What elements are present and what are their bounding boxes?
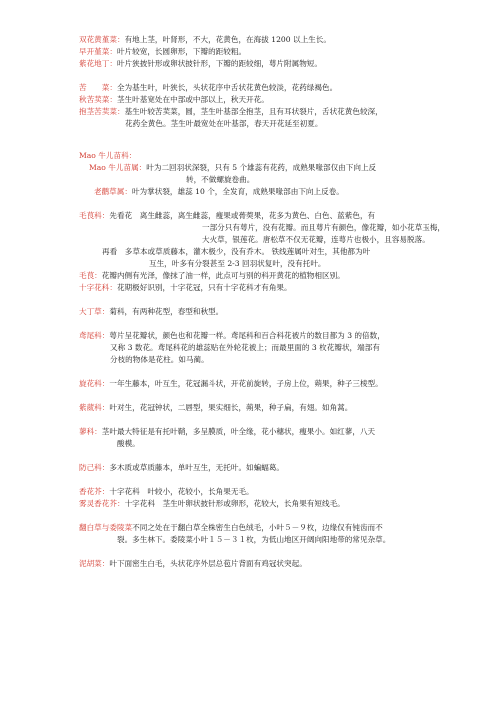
description-text: 再看 多草本或草质藤本，灌木极少，没有乔木。 铁线莲属叶对生，其他都为叶 — [102, 247, 371, 256]
term-label: 毛茛： — [79, 271, 102, 280]
text-line — [79, 270, 345, 282]
description-text: 多木质或草质藤本，单叶互生，无托叶。如蝙蝠葛。 — [109, 463, 285, 472]
term-label: 鸢尾科： — [79, 331, 110, 340]
text-line — [117, 438, 140, 450]
text-line — [79, 46, 246, 58]
text-line — [79, 462, 284, 474]
term-label: 香花芥： — [79, 487, 110, 496]
description-text: 菊科，有两种花型，春型和秋型。 — [109, 307, 224, 316]
term-label: 大丁草： — [79, 307, 110, 316]
description-text: 一部分只有萼片，没有花瓣。而且萼片有颜色，像花瓣，如小花草玉梅， — [202, 223, 445, 232]
term-label: 翻白草与委陵菜 — [79, 523, 133, 532]
term-label: 双花黄堇菜： — [79, 35, 125, 44]
description-text: 叶为二回羽状深裂，只有 5 个雄蕊有花药，成熟果喙部仅由下向上反 — [146, 163, 377, 172]
text-line — [79, 378, 383, 390]
term-label: Mao 牛儿苗属： — [89, 163, 147, 172]
description-text: 萼片呈花瓣状，颜色也和花瓣一样。鸢尾科和百合科花被片的数目都为 3 的倍数， — [109, 331, 385, 340]
text-line — [79, 210, 375, 222]
text-line — [117, 534, 390, 546]
description-text: 裂。多生林下。委陵菜小叶１５－３１枚，为低山地区开阔向阳地带的常见杂草。 — [117, 535, 391, 544]
description-text: 叶片较宽，长圆卵形，下瓣的距较粗。 — [116, 47, 247, 56]
term-label: 早开堇菜： — [79, 47, 117, 56]
text-line — [102, 246, 370, 258]
description-text: 叶下面密生白毛，头状花序外层总苞片背面有鸡冠状突起。 — [109, 559, 307, 568]
description-text: 有地上茎，叶肾形，不大，花黄色，在海拔 1200 以上生长。 — [124, 35, 331, 44]
term-label: 紫花地丁： — [79, 59, 117, 68]
text-line — [79, 558, 307, 570]
text-line — [79, 522, 383, 534]
description-text: 茎叶最大特征是有托叶鞘，多呈膜质，叶全缘，花小穗状，瘦果小。如红蓼，八天 — [101, 427, 376, 436]
description-text: 茎生叶基宽处在中部或中部以上，秋天开花。 — [116, 95, 269, 104]
term-label: 防己科： — [79, 463, 110, 472]
description-text: 又称 3 数花。鸢尾科花的雄蕊贴在外轮花被上；而最里面的 3 枚花瓣状，端部有 — [110, 343, 380, 352]
text-line — [79, 498, 345, 510]
description-text: 花瓣内侧有光泽，像抹了油一样，此点可与别的科开黄花的植物相区别。 — [101, 271, 345, 280]
description-text: 互生，叶多有分裂甚至 2-3 回羽状复叶，没有托叶。 — [149, 259, 326, 268]
text-line — [186, 174, 254, 186]
term-label: 旋花科： — [79, 379, 110, 388]
description-text: 花药全黄色。茎生叶最宽处在叶基部，春天开花延至初夏。 — [125, 119, 323, 128]
term-label: 泥胡菜： — [79, 559, 110, 568]
description-text: 先看花 离生雌蕊，离生雌蕊，瘦果或蓇葖果，花多为黄色、白色、蓝紫色，有 — [109, 211, 376, 220]
text-line — [89, 162, 376, 174]
text-line — [79, 330, 385, 342]
term-label: 紫葳科： — [79, 403, 110, 412]
description-text: 十字花科 叶较小，花较小，长角果无毛。 — [109, 487, 254, 496]
description-text: 叶对生，花冠钟状，二唇型，果实细长，蒴果，种子扁，有翅。如角蒿。 — [109, 403, 353, 412]
term-label: 苦 菜： — [79, 83, 117, 92]
term-label: 老鹳草属： — [94, 187, 132, 196]
section-heading: Mao 牛儿苗科： — [79, 151, 137, 160]
description-text: 转，不做螺旋卷曲。 — [186, 175, 255, 184]
text-line — [79, 486, 254, 498]
text-line — [94, 186, 344, 198]
term-label: 十字花科： — [79, 283, 117, 292]
description-text: 大火草，银莲花。唐松草不仅无花瓣，连萼片也极小，且容易脱落。 — [202, 235, 430, 244]
description-text: 十字花科 茎生叶卵状披针形或卵形，花较大，长角果有短线毛。 — [124, 499, 345, 508]
description-text: 酸模。 — [117, 439, 140, 448]
term-label: 雾灵香花芥： — [79, 499, 125, 508]
description-text: 一年生藤本，叶互生，花冠漏斗状，开花前旋转，子房上位，蒴果，种子三棱型。 — [109, 379, 383, 388]
description-text: 花期极好识别，十字花冠，只有十字花科才有角果。 — [116, 283, 292, 292]
text-line — [79, 82, 337, 94]
term-label: 抱茎苦荬菜： — [79, 107, 125, 116]
text-line — [79, 282, 292, 294]
text-line — [202, 222, 445, 234]
text-line — [79, 426, 375, 438]
text-line — [202, 234, 430, 246]
text-line — [110, 354, 209, 366]
text-line — [110, 342, 380, 354]
description-text: 分枝的物体是花柱。如马蔺。 — [110, 355, 209, 364]
text-line — [79, 106, 383, 118]
description-text: 基生叶较苦荬菜，圆，茎生叶基部全抱茎，且有耳状裂片，舌状花黄色较深， — [124, 107, 383, 116]
description-text: 全为基生叶，叶狭长，头状花序中舌状花黄色较淡，花药绿褐色。 — [116, 83, 338, 92]
text-line — [79, 306, 223, 318]
text-line — [79, 150, 136, 162]
term-label: 毛茛科： — [79, 211, 110, 220]
text-line — [79, 94, 269, 106]
term-label: 蓼科： — [79, 427, 102, 436]
text-line — [79, 58, 322, 70]
text-line — [125, 118, 322, 130]
description-text: 叶为掌状裂，雄蕊 10 个，全发育，成熟果喙部由下向上反卷。 — [131, 187, 344, 196]
text-line — [79, 34, 331, 46]
description-text: 叶片狭披针形或卵状披针形，下瓣的距较细，萼片附属物短。 — [116, 59, 322, 68]
description-text: 不同之处在于翻白草全株密生白色绒毛，小叶５－９枚，边缘仅有钝齿而不 — [132, 523, 383, 532]
text-line — [149, 258, 326, 270]
text-line — [79, 402, 352, 414]
term-label: 秋苦荬菜： — [79, 95, 117, 104]
